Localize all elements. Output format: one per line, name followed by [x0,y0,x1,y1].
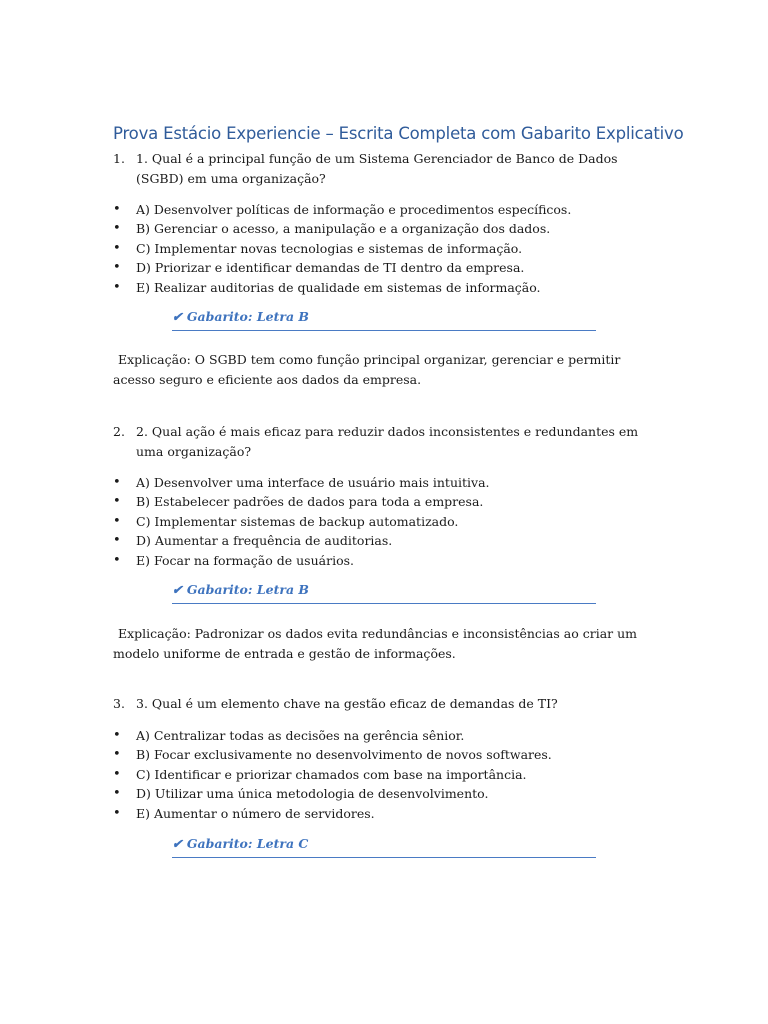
option-text: D) Aumentar a frequência de auditorias. [136,533,393,549]
bullet-icon: • [113,552,121,568]
bullet-icon: • [113,786,121,802]
option-text: E) Aumentar o número de servidores. [136,805,375,821]
question-text: 3. Qual é um elemento chave na gestão eficaz de demandas de TI? [136,696,558,711]
question-3-options [113,726,552,823]
document-title: Prova Estácio Experiencie – Escrita Completa com Gabarito Explicativo [113,124,684,143]
option-text: A) Desenvolver uma interface de usuário mais intuitiva. [136,475,490,490]
question-text: 2. Qual ação é mais eficaz para reduzir dados inconsistentes e redundantes em uma organização? [136,424,639,459]
option-item [113,551,490,570]
bullet-icon: • [113,240,121,256]
bullet-icon: • [113,475,121,490]
question-number: 3. [113,696,125,711]
option-item [113,473,490,492]
bullet-icon: • [113,513,121,529]
option-text: C) Identificar e priorizar chamados com base na importância. [136,766,527,782]
bullet-icon: • [113,533,121,549]
option-text: E) Focar na formação de usuários. [136,552,354,568]
answer-key: ✔ Gabarito: Letra B [172,309,596,331]
option-item [113,492,490,511]
bullet-icon: • [113,494,121,510]
answer-key: ✔ Gabarito: Letra B [172,582,596,604]
option-item [113,219,571,238]
bullet-icon: • [113,728,121,743]
option-text: B) Gerenciar o acesso, a manipulação e a organização dos dados. [136,221,551,237]
option-text: C) Implementar novas tecnologias e sistemas de informação. [136,240,523,256]
option-item [113,200,571,219]
question-2 [113,422,653,462]
bullet-icon: • [113,221,121,237]
option-item [113,784,552,803]
option-item [113,512,490,531]
option-text: B) Focar exclusivamente no desenvolvimento de novos softwares. [136,747,552,763]
bullet-icon: • [113,202,121,217]
option-text: E) Realizar auditorias de qualidade em sistemas de informação. [136,279,541,295]
option-item [113,239,571,258]
option-item [113,726,552,745]
option-item [113,745,552,764]
question-text: 1. Qual é a principal função de um Sistema Gerenciador de Banco de Dados (SGBD) em uma organização? [136,151,618,186]
bullet-icon: • [113,766,121,782]
explanation-text: Explicação: Padronizar os dados evita redundâncias e inconsistências ao criar um modelo uniforme de entrada e gestão de informações. [113,626,638,661]
bullet-icon: • [113,279,121,295]
option-item [113,258,571,277]
option-item [113,278,571,297]
option-item [113,765,552,784]
bullet-icon: • [113,805,121,821]
question-2-options [113,473,490,570]
question-3 [113,694,653,714]
question-1-options [113,200,571,297]
option-text: A) Desenvolver políticas de informação e procedimentos específicos. [136,202,572,217]
option-text: C) Implementar sistemas de backup automatizado. [136,513,459,529]
option-text: B) Estabelecer padrões de dados para toda a empresa. [136,494,484,510]
explanation-text: Explicação: O SGBD tem como função principal organizar, gerenciar e permitir acesso seguro e eficiente aos dados da empresa. [113,352,621,387]
bullet-icon: • [113,747,121,763]
answer-key: ✔ Gabarito: Letra C [172,836,596,858]
option-item [113,531,490,550]
option-text: D) Priorizar e identificar demandas de TI dentro da empresa. [136,260,525,276]
question-number: 2. [113,424,125,439]
question-number: 1. [113,151,125,166]
option-item [113,804,552,823]
option-text: A) Centralizar todas as decisões na gerência sênior. [136,728,465,743]
question-1 [113,149,653,189]
bullet-icon: • [113,260,121,276]
option-text: D) Utilizar uma única metodologia de desenvolvimento. [136,786,489,802]
